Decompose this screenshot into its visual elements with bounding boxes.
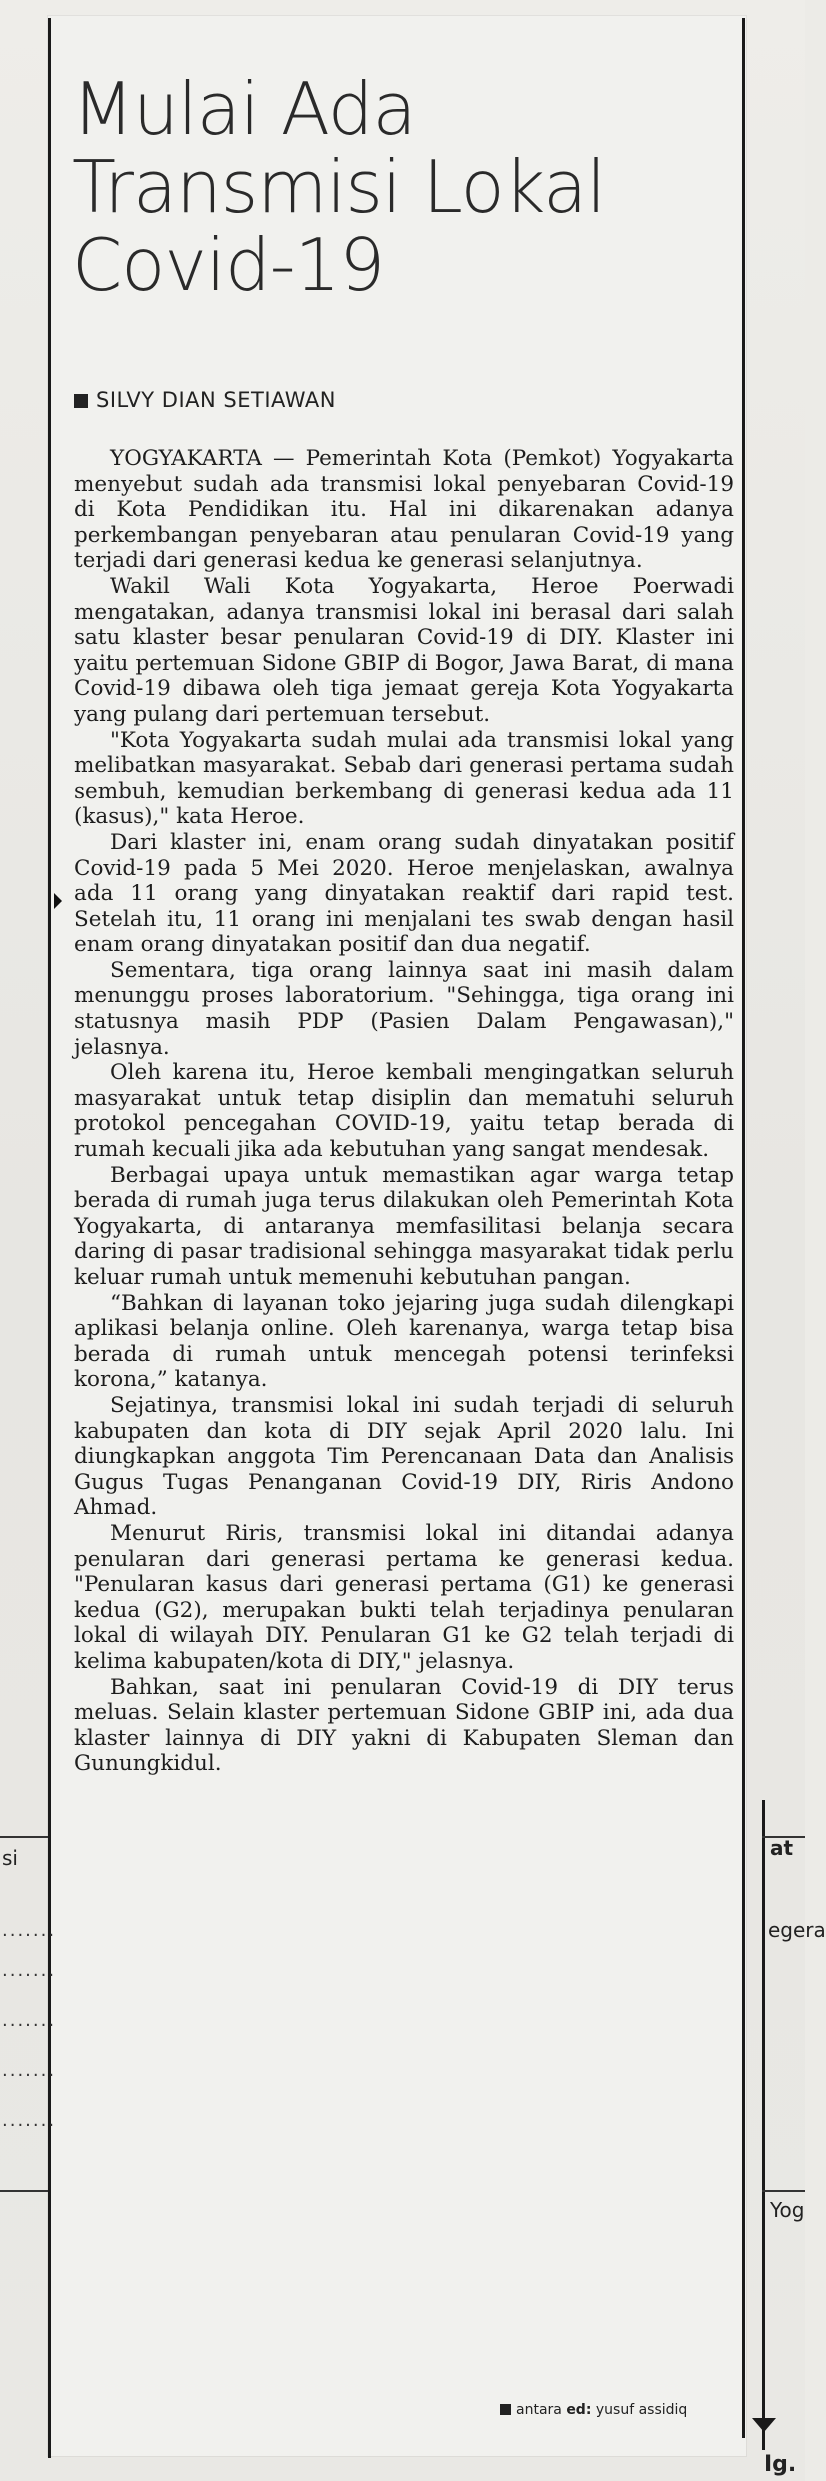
margin-notch-icon	[54, 893, 62, 909]
article-headline	[72, 67, 672, 307]
edge-rule	[0, 1836, 48, 1838]
credit-source: antara	[516, 2402, 562, 2418]
edge-fragment-right: at	[770, 1836, 794, 1860]
byline-square-icon	[74, 394, 88, 408]
continuation-arrow-icon	[752, 2418, 776, 2432]
edge-rule	[762, 2190, 805, 2192]
paragraph: “Bahkan di layanan toko jejaring juga sudah dilengkapi aplikasi belanja online. Oleh karenanya, warga tetap bisa berada di rumah untuk mencegah potensi terinfeksi korona,” katanya.	[74, 1290, 734, 1393]
paragraph: Menurut Riris, transmisi lokal ini ditandai adanya penularan dari generasi pertama ke generasi kedua. "Penularan kasus dari generasi pertama (G1) ke generasi kedua (G2), merupakan bukti telah terjadinya penularan lokal di wilayah DIY. Penularan G1 ke G2 telah terjadi di kelima kabupaten/kota di DIY," jelasnya.	[74, 1520, 734, 1674]
edge-dots: .......	[2, 1920, 57, 1941]
edge-dots: .......	[2, 2060, 57, 2081]
headline-line-3: Covid-19	[72, 223, 385, 307]
byline-author: SILVY DIAN SETIAWAN	[96, 388, 336, 412]
credit-editor: yusuf assidiq	[595, 2402, 688, 2418]
column-rule-right-lower	[762, 1800, 765, 2450]
column-rule-right	[742, 18, 745, 2438]
paragraph: YOGYAKARTA — Pemerintah Kota (Pemkot) Yogyakarta menyebut sudah ada transmisi lokal penyebaran Covid-19 di Kota Pendidikan itu. Hal ini dikarenakan adanya perkembangan penyebaran atau penularan Covid-19 yang terjadi dari generasi kedua ke generasi selanjutnya.	[74, 446, 734, 574]
column-rule-left	[48, 18, 51, 2458]
credit-square-icon	[500, 2404, 511, 2415]
article-body	[74, 446, 734, 1777]
headline-line-2: Transmisi Lokal	[72, 145, 606, 229]
edge-fragment-left: si	[2, 1846, 18, 1870]
headline-line-1: Mulai Ada	[72, 67, 416, 151]
edge-fragment-right: egera	[768, 1918, 826, 1942]
edge-fragment-right: Yog	[770, 2198, 805, 2222]
edge-dots: .......	[2, 2010, 57, 2031]
paragraph: Oleh karena itu, Heroe kembali mengingatkan seluruh masyarakat untuk tetap disiplin dan mematuhi seluruh protokol pencegahan COVID-19, yaitu tetap berada di rumah kecuali jika ada kebutuhan yang sangat mendesak.	[74, 1060, 734, 1163]
paragraph: Berbagai upaya untuk memastikan agar warga tetap berada di rumah juga terus dilakukan oleh Pemerintah Kota Yogyakarta, di antaranya memfasilitasi belanja secara daring di pasar tradisional sehingga masyarakat tidak perlu keluar rumah untuk memenuhi kebutuhan pangan.	[74, 1162, 734, 1290]
edge-dots: .......	[2, 2110, 57, 2131]
paragraph: "Kota Yogyakarta sudah mulai ada transmisi lokal yang melibatkan masyarakat. Sebab dari generasi pertama sudah sembuh, kemudian berkembang di generasi kedua ada 11 (kasus)," kata Heroe.	[74, 727, 734, 830]
credit-editor-label: ed:	[566, 2402, 592, 2418]
byline	[74, 388, 336, 412]
paragraph: Sementara, tiga orang lainnya saat ini masih dalam menunggu proses laboratorium. "Sehingga, tiga orang ini statusnya masih PDP (Pasien Dalam Pengawasan)," jelasnya.	[74, 957, 734, 1060]
paragraph: Dari klaster ini, enam orang sudah dinyatakan positif Covid-19 pada 5 Mei 2020. Heroe menjelaskan, awalnya ada 11 orang yang dinyatakan reaktif dari rapid test. Setelah itu, 11 orang ini menjalani tes swab dengan hasil enam orang dinyatakan positif dan dua negatif.	[74, 829, 734, 958]
edge-fragment-right: Ig.	[764, 2452, 797, 2477]
paragraph: Sejatinya, transmisi lokal ini sudah terjadi di seluruh kabupaten dan kota di DIY sejak April 2020 lalu. Ini diungkapkan anggota Tim Perencanaan Data dan Analisis Gugus Tugas Penanganan Covid-19 DIY, Riris Andono Ahmad.	[74, 1392, 734, 1521]
edge-dots: .......	[2, 1960, 57, 1981]
article-credit	[500, 2402, 687, 2418]
edge-rule	[0, 2190, 48, 2192]
paragraph: Bahkan, saat ini penularan Covid-19 di DIY terus meluas. Selain klaster pertemuan Sidone GBIP ini, ada dua klaster lainnya di DIY yakni di Kabupaten Sleman dan Gunungkidul.	[74, 1674, 734, 1777]
paragraph: Wakil Wali Kota Yogyakarta, Heroe Poerwadi mengatakan, adanya transmisi lokal ini berasal dari salah satu klaster besar penularan Covid-19 di DIY. Klaster ini yaitu pertemuan Sidone GBIP di Bogor, Jawa Barat, di mana Covid-19 dibawa oleh tiga jemaat gereja Kota Yogyakarta yang pulang dari pertemuan tersebut.	[74, 573, 734, 727]
